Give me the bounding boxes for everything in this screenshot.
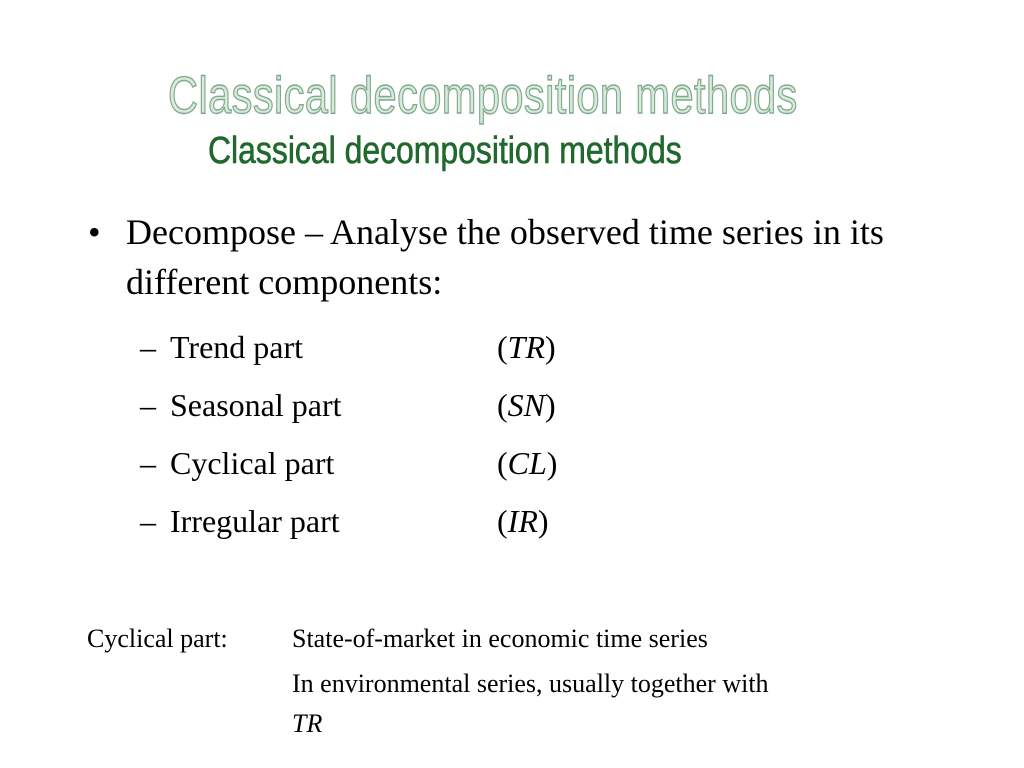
note-code: TR: [292, 709, 323, 738]
dash-marker: –: [140, 503, 156, 539]
component-label: Irregular part: [170, 503, 340, 539]
component-code: (CL): [497, 445, 558, 481]
component-code: (IR): [497, 503, 549, 539]
note-label: Cyclical part:: [87, 624, 228, 653]
component-code: (SN): [497, 387, 556, 423]
components-list: [140, 322, 740, 554]
bullet-dot-icon: •: [88, 212, 101, 252]
note-line-1: State-of-market in economic time series: [292, 624, 708, 653]
component-label: Trend part: [170, 329, 304, 365]
title-shadow: Classical decomposition methods: [168, 67, 798, 125]
component-code: (TR): [497, 329, 556, 365]
bullet-text: Decompose – Analyse the observed time series in its different components:: [126, 212, 884, 302]
component-label: Cyclical part: [170, 445, 335, 481]
list-item: [140, 322, 740, 380]
note-line-2: In environmental series, usually together with TR: [292, 669, 769, 738]
dash-marker: –: [140, 329, 156, 365]
list-item: [140, 380, 740, 438]
list-item: [140, 496, 740, 554]
slide-title: Classical decomposition methods: [208, 130, 682, 172]
component-label: Seasonal part: [170, 387, 342, 423]
list-item: [140, 438, 740, 496]
main-bullet: [88, 207, 948, 307]
dash-marker: –: [140, 445, 156, 481]
dash-marker: –: [140, 387, 156, 423]
